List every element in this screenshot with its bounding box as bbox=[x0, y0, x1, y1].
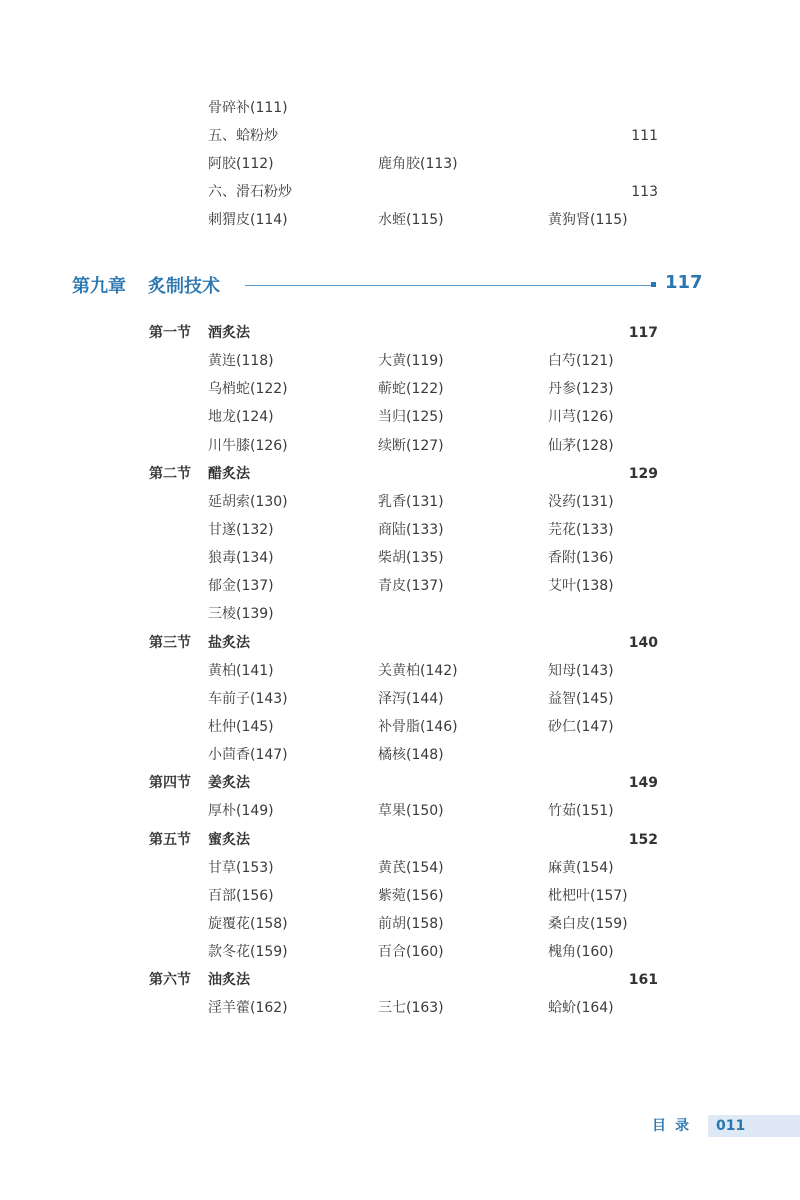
toc-row bbox=[0, 882, 800, 910]
toc-entry: 厚朴(149) bbox=[208, 803, 274, 820]
toc-entry: 款冬花(159) bbox=[208, 944, 288, 961]
toc-entry: 丹参(123) bbox=[548, 381, 614, 398]
chapter-label: 第九章 bbox=[72, 276, 126, 297]
section-label: 第四节 bbox=[149, 775, 191, 792]
toc-entry: 蛤蚧(164) bbox=[548, 1000, 614, 1017]
toc-entry: 补骨脂(146) bbox=[378, 718, 458, 735]
subsection-title: 五、蛤粉炒 bbox=[208, 128, 278, 144]
toc-row bbox=[0, 206, 800, 234]
toc-row bbox=[0, 685, 800, 713]
section-heading bbox=[0, 319, 800, 347]
section-title: 油炙法 bbox=[208, 972, 250, 989]
toc-entry: 水蛭(115) bbox=[378, 212, 444, 228]
section-label: 第二节 bbox=[149, 465, 191, 482]
toc-row bbox=[0, 150, 800, 178]
toc-entry: 泽泻(144) bbox=[378, 690, 444, 707]
toc-entry: 蕲蛇(122) bbox=[378, 381, 444, 398]
toc-entry: 青皮(137) bbox=[378, 578, 444, 595]
toc-entry: 阿胶(112) bbox=[208, 156, 274, 172]
toc-entry: 艾叶(138) bbox=[548, 578, 614, 595]
toc-entry: 三棱(139) bbox=[208, 606, 274, 623]
section-heading bbox=[0, 769, 800, 797]
toc-entry: 黄连(118) bbox=[208, 353, 274, 370]
toc-entry: 白芍(121) bbox=[548, 353, 614, 370]
toc-entry: 续断(127) bbox=[378, 437, 444, 454]
section-page: 140 bbox=[628, 634, 658, 651]
toc-entry: 仙茅(128) bbox=[548, 437, 614, 454]
toc-entry: 百合(160) bbox=[378, 944, 444, 961]
toc-entry: 大黄(119) bbox=[378, 353, 444, 370]
toc-entry: 香附(136) bbox=[548, 550, 614, 567]
toc-row bbox=[0, 910, 800, 938]
toc-entry: 刺猬皮(114) bbox=[208, 212, 288, 228]
toc-entry: 乌梢蛇(122) bbox=[208, 381, 288, 398]
toc-entry: 桑白皮(159) bbox=[548, 915, 628, 932]
section-page: 152 bbox=[628, 831, 658, 848]
section-page: 117 bbox=[628, 325, 658, 341]
section-page: 129 bbox=[628, 465, 658, 482]
toc-entry: 紫菀(156) bbox=[378, 887, 444, 904]
toc-row bbox=[0, 516, 800, 544]
section-heading bbox=[0, 826, 800, 854]
toc-entry: 车前子(143) bbox=[208, 690, 288, 707]
toc-row bbox=[0, 544, 800, 572]
toc-entry: 麻黄(154) bbox=[548, 859, 614, 876]
section-page: 149 bbox=[628, 775, 658, 792]
chapter-heading bbox=[0, 270, 800, 300]
toc-entry: 黄柏(141) bbox=[208, 662, 274, 679]
toc-row bbox=[0, 403, 800, 431]
toc-subsection-row bbox=[0, 178, 800, 206]
section-page: 161 bbox=[628, 972, 658, 989]
toc-entry: 商陆(133) bbox=[378, 521, 444, 538]
section-title: 姜炙法 bbox=[208, 775, 250, 792]
section-label: 第一节 bbox=[149, 325, 191, 341]
page-number-box bbox=[708, 1115, 800, 1137]
toc-entry: 郁金(137) bbox=[208, 578, 274, 595]
section-title: 蜜炙法 bbox=[208, 831, 250, 848]
section-label: 第五节 bbox=[149, 831, 191, 848]
chapter-title: 炙制技术 bbox=[148, 276, 220, 297]
section-heading bbox=[0, 966, 800, 994]
toc-entry: 川芎(126) bbox=[548, 409, 614, 426]
section-label: 第六节 bbox=[149, 972, 191, 989]
page-number: 011 bbox=[716, 1118, 746, 1134]
toc-entry: 关黄柏(142) bbox=[378, 662, 458, 679]
toc-entry: 草果(150) bbox=[378, 803, 444, 820]
toc-entry: 益智(145) bbox=[548, 690, 614, 707]
toc-entry: 橘核(148) bbox=[378, 747, 444, 764]
toc-entry: 骨碎补(111) bbox=[208, 100, 288, 116]
toc-row bbox=[0, 94, 800, 122]
toc-row bbox=[0, 741, 800, 769]
toc-entry: 小茴香(147) bbox=[208, 747, 288, 764]
toc-entry: 延胡索(130) bbox=[208, 493, 288, 510]
toc-entry: 狼毒(134) bbox=[208, 550, 274, 567]
toc-entry: 槐角(160) bbox=[548, 944, 614, 961]
subsection-page: 113 bbox=[631, 184, 658, 200]
section-label: 第三节 bbox=[149, 634, 191, 651]
toc-entry: 旋覆花(158) bbox=[208, 915, 288, 932]
toc-row bbox=[0, 797, 800, 825]
toc-row bbox=[0, 600, 800, 628]
toc-entry: 淫羊藿(162) bbox=[208, 1000, 288, 1017]
toc-entry: 鹿角胶(113) bbox=[378, 156, 458, 172]
toc-entry: 竹茹(151) bbox=[548, 803, 614, 820]
toc-entry: 黄芪(154) bbox=[378, 859, 444, 876]
section-title: 盐炙法 bbox=[208, 634, 250, 651]
toc-entry: 地龙(124) bbox=[208, 409, 274, 426]
toc-entry: 黄狗肾(115) bbox=[548, 212, 628, 228]
toc-entry: 没药(131) bbox=[548, 493, 614, 510]
section-heading bbox=[0, 460, 800, 488]
toc-entry: 杜仲(145) bbox=[208, 718, 274, 735]
toc-row bbox=[0, 375, 800, 403]
toc-subsection-row bbox=[0, 122, 800, 150]
toc-row bbox=[0, 572, 800, 600]
toc-entry: 枇杷叶(157) bbox=[548, 887, 628, 904]
toc-entry: 三七(163) bbox=[378, 1000, 444, 1017]
page-footer bbox=[0, 1115, 800, 1137]
section-heading bbox=[0, 629, 800, 657]
toc-entry: 甘遂(132) bbox=[208, 521, 274, 538]
toc-entry: 川牛膝(126) bbox=[208, 437, 288, 454]
footer-label: 目录 bbox=[652, 1118, 698, 1134]
toc-entry: 当归(125) bbox=[378, 409, 444, 426]
toc-entry: 前胡(158) bbox=[378, 915, 444, 932]
subsection-page: 111 bbox=[631, 128, 658, 144]
toc-row bbox=[0, 347, 800, 375]
toc-row bbox=[0, 713, 800, 741]
toc-entry: 芫花(133) bbox=[548, 521, 614, 538]
toc-entry: 知母(143) bbox=[548, 662, 614, 679]
toc-entry: 百部(156) bbox=[208, 887, 274, 904]
toc-row bbox=[0, 994, 800, 1022]
leader-line bbox=[245, 285, 651, 286]
subsection-title: 六、滑石粉炒 bbox=[208, 184, 292, 200]
chapter-page: 117 bbox=[665, 272, 703, 293]
toc-row bbox=[0, 657, 800, 685]
section-title: 酒炙法 bbox=[208, 325, 250, 341]
section-title: 醋炙法 bbox=[208, 465, 250, 482]
toc-entry: 乳香(131) bbox=[378, 493, 444, 510]
leader-dot bbox=[651, 282, 656, 287]
toc-row bbox=[0, 488, 800, 516]
toc-entry: 柴胡(135) bbox=[378, 550, 444, 567]
toc-row bbox=[0, 938, 800, 966]
toc-row bbox=[0, 432, 800, 460]
toc-row bbox=[0, 854, 800, 882]
toc-entry: 砂仁(147) bbox=[548, 718, 614, 735]
toc-entry: 甘草(153) bbox=[208, 859, 274, 876]
